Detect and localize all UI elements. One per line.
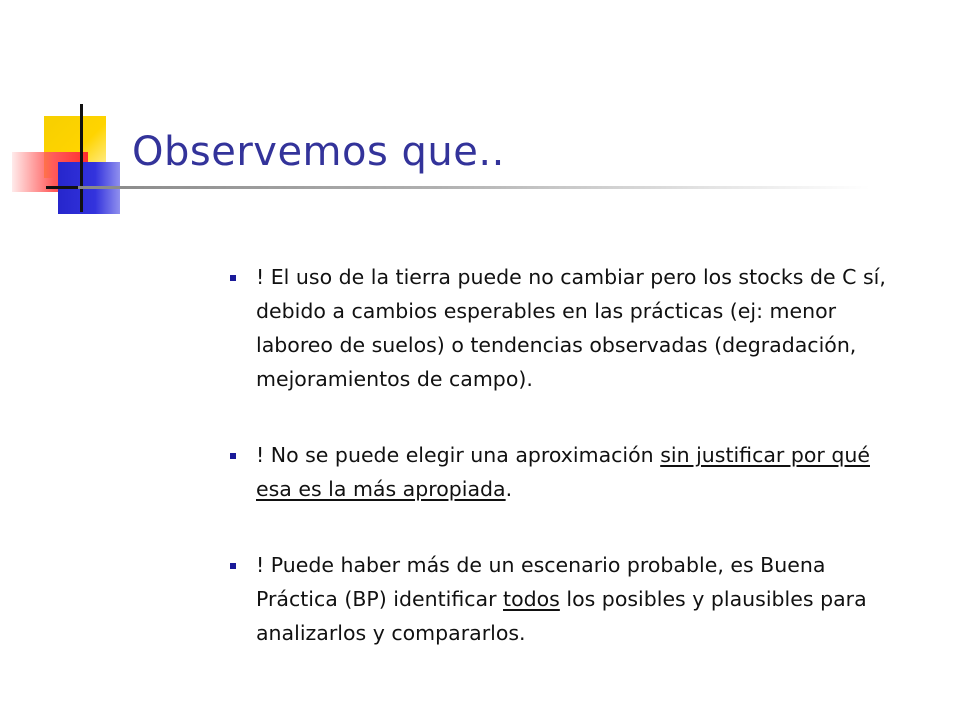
bullet-square-icon <box>230 453 236 459</box>
title-underline-rule <box>78 186 870 189</box>
bullet-text-start: ! No se puede elegir una aproximación <box>256 443 661 467</box>
bullet-text-end: los posibles y plausibles para analizarlos y compararlos. <box>256 587 867 645</box>
bullet-square-icon <box>230 563 236 569</box>
bullet-item-3 <box>230 548 890 650</box>
bullet-square-icon <box>230 275 236 281</box>
logo-vertical-line <box>80 104 83 212</box>
bullet-item-2 <box>230 438 890 506</box>
slide-title: Observemos que.. <box>132 129 505 175</box>
bullet-underlined-text: todos <box>503 587 560 611</box>
bullet-list <box>230 260 890 692</box>
bullet-text-end: . <box>505 477 513 501</box>
bullet-text-start: ! Puede haber más de un escenario probable, es Buena Práctica (BP) identificar <box>256 553 826 611</box>
bullet-text: ! El uso de la tierra puede no cambiar pero los stocks de C sí, debido a cambios esperables en las prácticas (ej: menor laboreo de suelos) o tendencias observadas (degradación, mejoramientos de campo). <box>256 265 886 391</box>
bullet-item-1 <box>230 260 890 396</box>
bullet-underlined-text: sin justificar por qué esa es la más apropiada <box>256 443 870 501</box>
